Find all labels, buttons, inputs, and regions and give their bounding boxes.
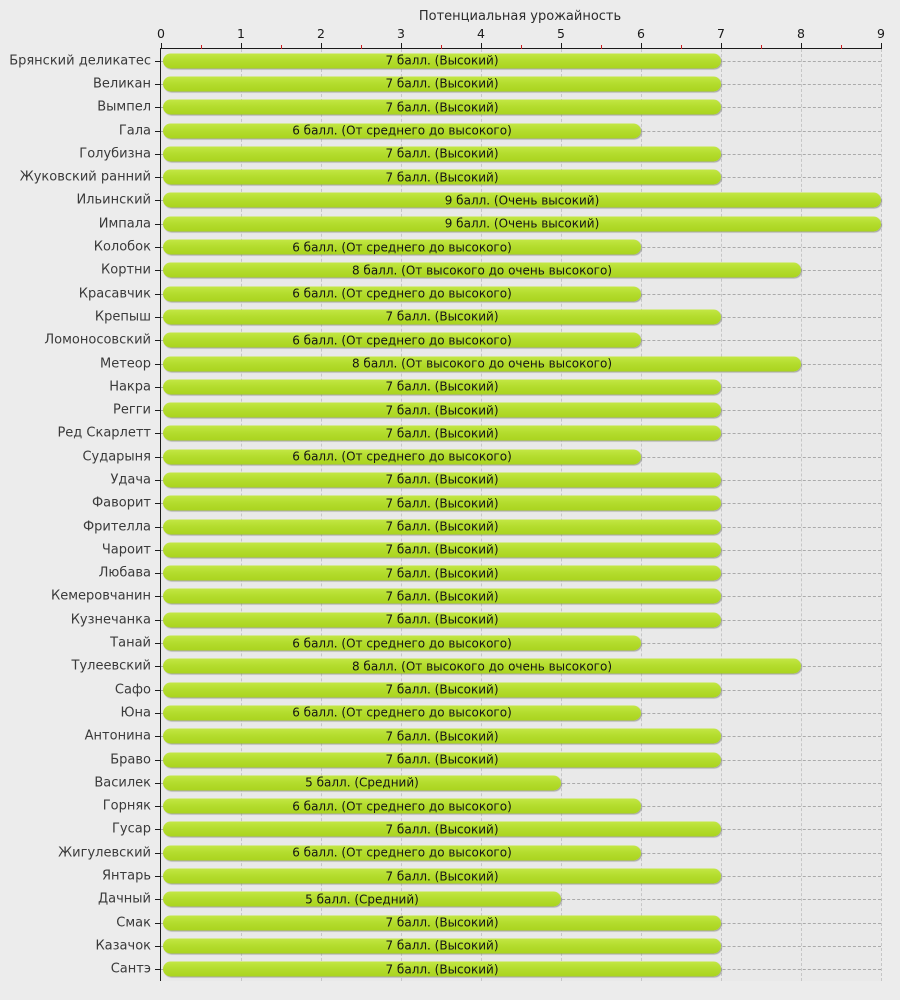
bar <box>163 216 881 231</box>
y-axis-tick <box>155 84 161 85</box>
category-label: Великан <box>93 76 151 92</box>
bar <box>163 379 721 394</box>
category-label: Красавчик <box>78 286 151 302</box>
bar-row <box>82 445 881 468</box>
bar-value-label: 7 балл. (Высокий) <box>385 146 499 161</box>
x-axis-major-tick <box>881 43 882 49</box>
y-axis-tick <box>155 760 161 761</box>
category-label: Жигулевский <box>58 845 151 861</box>
bar-value-label: 7 балл. (Высокий) <box>385 962 499 977</box>
bar-value-label: 9 балл. (Очень высокий) <box>444 193 600 208</box>
bar-row <box>120 701 881 724</box>
bar-row <box>94 771 881 794</box>
bar-row <box>76 189 881 212</box>
bar-row <box>98 212 881 235</box>
bar-value-label: 7 балл. (Высокий) <box>385 379 499 394</box>
y-axis-tick <box>155 131 161 132</box>
bar-row <box>58 841 881 864</box>
x-axis-tick-label: 8 <box>797 26 805 41</box>
y-axis-tick <box>155 969 161 970</box>
bar <box>163 659 801 674</box>
plot-area <box>9 26 885 981</box>
category-label: Фрителла <box>82 519 151 535</box>
category-label: Голубизна <box>79 146 151 162</box>
category-label: Крепыш <box>94 309 151 325</box>
y-axis-tick <box>155 643 161 644</box>
bar <box>163 472 721 487</box>
category-label: Регги <box>113 402 151 418</box>
bar-row <box>71 655 881 678</box>
bar <box>163 309 721 324</box>
y-axis-tick <box>155 666 161 667</box>
category-label: Сударыня <box>82 449 151 465</box>
category-label: Фаворит <box>91 495 151 511</box>
bar <box>163 775 561 790</box>
bar-value-label: 7 балл. (Высокий) <box>385 100 499 115</box>
y-axis-tick <box>155 829 161 830</box>
y-axis-tick <box>155 177 161 178</box>
y-axis-tick <box>155 480 161 481</box>
bar-value-label: 7 балл. (Высокий) <box>385 612 499 627</box>
y-axis-tick <box>155 107 161 108</box>
y-axis-tick <box>155 270 161 271</box>
bar-value-label: 7 балл. (Высокий) <box>385 403 499 418</box>
y-axis-tick <box>155 154 161 155</box>
y-axis-tick <box>155 783 161 784</box>
y-axis-tick <box>155 224 161 225</box>
bar-row <box>79 142 881 165</box>
bar <box>163 915 721 930</box>
bar <box>163 589 721 604</box>
bar-value-label: 7 балл. (Высокий) <box>385 729 499 744</box>
x-axis-tick-label: 5 <box>557 26 565 41</box>
bar-row <box>19 165 881 188</box>
bar-value-label: 7 балл. (Высокий) <box>385 915 499 930</box>
category-label: Сафо <box>114 682 151 698</box>
category-label: Вымпел <box>97 99 151 115</box>
bar-value-label: 9 балл. (Очень высокий) <box>444 216 600 231</box>
bar-row <box>101 538 881 561</box>
category-label: Юна <box>120 705 151 721</box>
bar-value-label: 7 балл. (Высокий) <box>385 566 499 581</box>
bar-value-label: 7 балл. (Высокий) <box>385 589 499 604</box>
bar-row <box>113 398 881 421</box>
bar-value-label: 7 балл. (Высокий) <box>385 542 499 557</box>
x-axis-tick-label: 9 <box>877 26 885 41</box>
y-axis-tick <box>155 573 161 574</box>
bar-value-label: 7 балл. (Высокий) <box>385 76 499 91</box>
bar-value-label: 7 балл. (Высокий) <box>385 309 499 324</box>
category-label: Антонина <box>84 728 151 744</box>
bar-value-label: 6 балл. (От среднего до высокого) <box>292 333 512 348</box>
bar-row <box>57 422 881 445</box>
category-label: Дачный <box>97 891 151 907</box>
bar-row <box>93 235 881 258</box>
bar-value-label: 5 балл. (Средний) <box>305 775 419 790</box>
chart-title: Потенциальная урожайность <box>418 9 622 24</box>
bar-value-label: 7 балл. (Высокий) <box>385 53 499 68</box>
bar <box>163 240 641 255</box>
y-axis-tick <box>155 853 161 854</box>
bar-row <box>110 631 881 654</box>
bar <box>163 612 721 627</box>
bar-value-label: 7 балл. (Высокий) <box>385 496 499 511</box>
bar <box>163 752 721 767</box>
bar-value-label: 7 балл. (Высокий) <box>385 938 499 953</box>
bar-row <box>102 864 881 887</box>
y-axis-tick <box>155 247 161 248</box>
y-axis-tick <box>155 503 161 504</box>
category-label: Кузнечанка <box>70 612 151 628</box>
y-axis-tick <box>155 317 161 318</box>
category-label: Сантэ <box>110 961 151 977</box>
bar-row <box>110 468 881 491</box>
bar <box>163 286 641 301</box>
bar-value-label: 8 балл. (От высокого до очень высокого) <box>351 263 613 278</box>
rows <box>9 49 881 981</box>
bar <box>163 705 641 720</box>
bar-row <box>84 725 881 748</box>
category-label: Ломоносовский <box>44 332 151 348</box>
x-axis-tick-label: 7 <box>717 26 725 41</box>
category-label: Брянский деликатес <box>9 53 151 69</box>
y-axis-tick <box>155 294 161 295</box>
category-label: Василек <box>94 775 151 791</box>
x-axis-tick-label: 3 <box>397 26 405 41</box>
bar-value-label: 6 балл. (От среднего до высокого) <box>292 845 512 860</box>
x-axis-tick-label: 6 <box>637 26 645 41</box>
bar-row <box>102 795 881 818</box>
y-axis-tick <box>155 736 161 737</box>
bar <box>163 822 721 837</box>
y-axis-tick <box>155 364 161 365</box>
bar-row <box>100 352 881 375</box>
bar <box>163 449 641 464</box>
bar-row <box>70 608 881 631</box>
category-label: Накра <box>109 379 151 395</box>
bar-value-label: 6 балл. (От среднего до высокого) <box>292 123 512 138</box>
y-axis-tick <box>155 876 161 877</box>
category-label: Казачок <box>95 938 151 954</box>
y-axis-tick <box>155 433 161 434</box>
category-label: Ильинский <box>76 192 151 208</box>
bar-row <box>97 888 881 911</box>
category-label: Кемеровчанин <box>51 588 151 604</box>
y-axis-tick <box>155 61 161 62</box>
bar <box>163 170 721 185</box>
bar-row <box>82 515 881 538</box>
bar-row <box>94 305 881 328</box>
bar <box>163 682 721 697</box>
bar-row <box>101 259 881 282</box>
category-label: Смак <box>116 915 151 931</box>
bar-row <box>78 282 881 305</box>
bar-row <box>116 911 881 934</box>
bar-value-label: 7 балл. (Высокий) <box>385 519 499 534</box>
y-axis-tick <box>155 690 161 691</box>
bar-value-label: 7 балл. (Высокий) <box>385 170 499 185</box>
y-axis-tick <box>155 410 161 411</box>
bar-value-label: 8 балл. (От высокого до очень высокого) <box>351 356 613 371</box>
bar-row <box>97 96 881 119</box>
bar-row <box>44 329 881 352</box>
bar <box>163 845 641 860</box>
x-axis-tick-label: 4 <box>477 26 485 41</box>
category-label: Кортни <box>101 262 151 278</box>
y-axis-tick <box>155 527 161 528</box>
bar-row <box>95 934 881 957</box>
bar <box>163 892 561 907</box>
bar <box>163 193 881 208</box>
category-label: Янтарь <box>102 868 151 884</box>
bar-value-label: 7 балл. (Высокий) <box>385 426 499 441</box>
bar <box>163 869 721 884</box>
bar-row <box>93 72 881 95</box>
bar <box>163 356 801 371</box>
x-axis-tick-label: 2 <box>317 26 325 41</box>
bar <box>163 123 641 138</box>
bar-value-label: 6 балл. (От среднего до высокого) <box>292 705 512 720</box>
x-axis-tick-label: 0 <box>157 26 165 41</box>
category-label: Жуковский ранний <box>19 169 151 185</box>
bar <box>163 53 721 68</box>
category-label: Танай <box>110 635 151 651</box>
category-label: Браво <box>110 752 151 768</box>
bar <box>163 729 721 744</box>
bar-row <box>110 958 881 981</box>
bar-value-label: 6 балл. (От среднего до высокого) <box>292 286 512 301</box>
bar-value-label: 7 балл. (Высокий) <box>385 472 499 487</box>
y-axis-tick <box>155 620 161 621</box>
bar-row <box>91 492 881 515</box>
y-axis-tick <box>155 806 161 807</box>
y-axis-tick <box>155 340 161 341</box>
bar <box>163 496 721 511</box>
bar-row <box>51 585 881 608</box>
bar <box>163 146 721 161</box>
bar-value-label: 7 балл. (Высокий) <box>385 822 499 837</box>
bar-row <box>109 375 881 398</box>
y-axis-tick <box>155 457 161 458</box>
category-label: Гусар <box>112 821 151 837</box>
vertical-gridline <box>881 49 882 981</box>
bar <box>163 100 721 115</box>
category-label: Гала <box>118 123 151 139</box>
y-axis-tick <box>155 200 161 201</box>
bar-row <box>118 119 881 142</box>
category-label: Колобок <box>93 239 151 255</box>
bar-row <box>114 678 881 701</box>
bar-value-label: 7 балл. (Высокий) <box>385 682 499 697</box>
y-axis-tick <box>155 946 161 947</box>
x-axis-tick-label: 1 <box>237 26 245 41</box>
bar <box>163 566 721 581</box>
bar-value-label: 8 балл. (От высокого до очень высокого) <box>351 659 613 674</box>
bar-value-label: 6 балл. (От среднего до высокого) <box>292 799 512 814</box>
category-label: Ред Скарлетт <box>57 425 151 441</box>
category-label: Импала <box>98 216 151 232</box>
bar <box>163 962 721 977</box>
bar <box>163 76 721 91</box>
bar-value-label: 5 балл. (Средний) <box>305 892 419 907</box>
bar <box>163 542 721 557</box>
y-axis-tick <box>155 713 161 714</box>
category-label: Горняк <box>102 798 151 814</box>
bar <box>163 333 641 348</box>
bar-value-label: 6 балл. (От среднего до высокого) <box>292 240 512 255</box>
bar <box>163 519 721 534</box>
y-axis-tick <box>155 923 161 924</box>
bar-value-label: 7 балл. (Высокий) <box>385 752 499 767</box>
category-label: Тулеевский <box>71 658 151 674</box>
y-axis-tick <box>155 899 161 900</box>
bar <box>163 636 641 651</box>
bar-row <box>112 818 881 841</box>
bar-row <box>110 748 881 771</box>
bar <box>163 403 721 418</box>
bar <box>163 799 641 814</box>
bar-value-label: 6 балл. (От среднего до высокого) <box>292 636 512 651</box>
bar <box>163 426 721 441</box>
bar <box>163 263 801 278</box>
y-axis-tick <box>155 550 161 551</box>
bar-row <box>9 49 881 72</box>
category-label: Удача <box>110 472 151 488</box>
category-label: Любава <box>98 565 151 581</box>
y-axis-tick <box>155 596 161 597</box>
bar <box>163 938 721 953</box>
bar-row <box>98 562 881 585</box>
bar-value-label: 6 балл. (От среднего до высокого) <box>292 449 512 464</box>
y-axis-tick <box>155 387 161 388</box>
bar-value-label: 7 балл. (Высокий) <box>385 869 499 884</box>
category-label: Чароит <box>101 542 151 558</box>
category-label: Метеор <box>100 356 151 371</box>
